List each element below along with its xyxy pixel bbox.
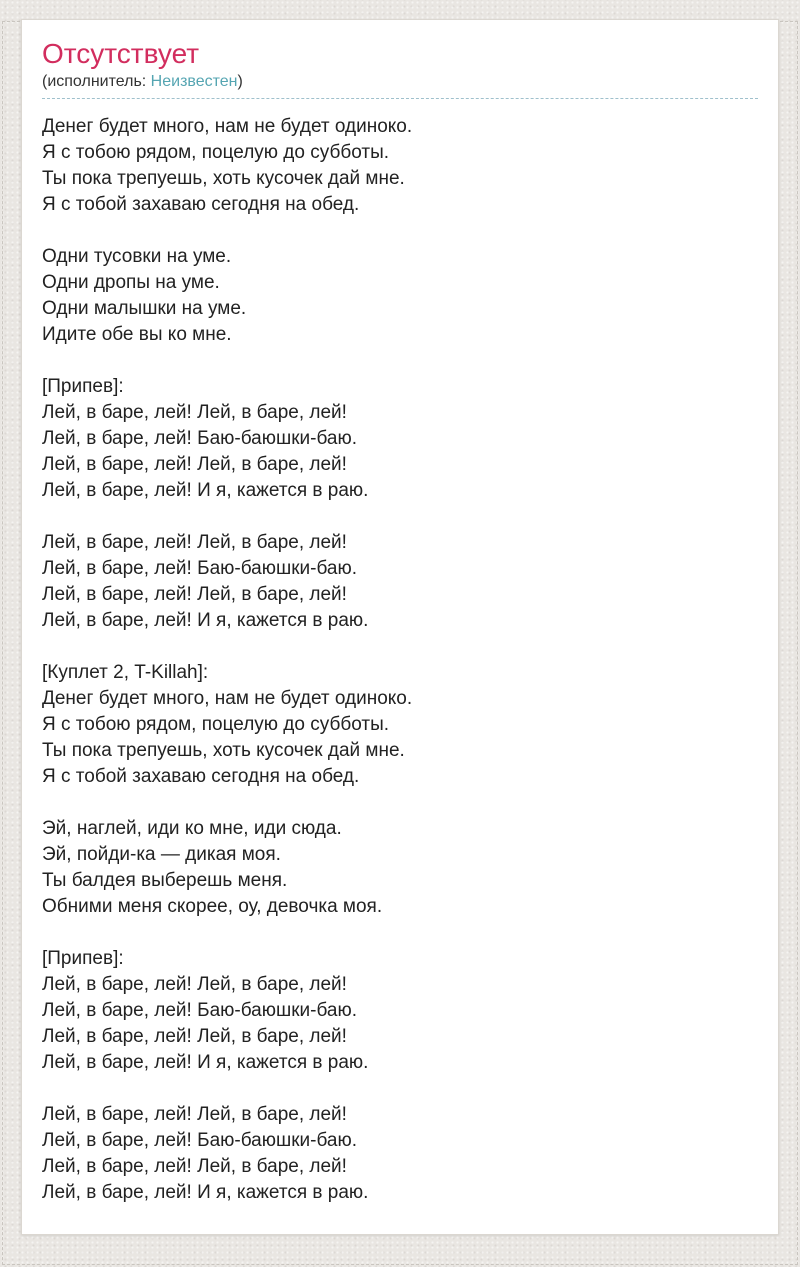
artist-suffix: ) [237, 73, 243, 90]
lyric-line: Ты балдея выберешь меня. [42, 870, 288, 891]
lyric-line: Лей, в баре, лей! Лей, в баре, лей! [42, 402, 347, 423]
lyric-line: Лей, в баре, лей! Баю-баюшки-баю. [42, 558, 358, 579]
lyric-line: Лей, в баре, лей! И я, кажется в раю. [42, 480, 369, 501]
page-title: Отсутствует [42, 38, 200, 69]
lyric-line: Лей, в баре, лей! Лей, в баре, лей! [42, 1026, 347, 1047]
lyric-line: Лей, в баре, лей! И я, кажется в раю. [42, 1052, 369, 1073]
stanza [42, 530, 758, 634]
lyric-line: Я с тобою рядом, поцелую до субботы. [42, 714, 390, 735]
lyric-line: Я с тобой захаваю сегодня на обед. [42, 766, 360, 787]
lyric-line: Ты пока трепуешь, хоть кусочек дай мне. [42, 168, 405, 189]
lyric-line: Лей, в баре, лей! И я, кажется в раю. [42, 1182, 369, 1203]
lyric-line: Я с тобою рядом, поцелую до субботы. [42, 142, 390, 163]
artist-link[interactable]: Неизвестен [150, 73, 238, 90]
song-header [42, 38, 758, 99]
lyric-line: Денег будет много, нам не будет одиноко. [42, 116, 413, 137]
lyric-line: Идите обе вы ко мне. [42, 324, 232, 345]
stanza [42, 244, 758, 348]
lyric-line: Лей, в баре, лей! Лей, в баре, лей! [42, 584, 347, 605]
lyrics-text [42, 114, 758, 1206]
content-card [21, 19, 779, 1235]
lyric-line: Обними меня скорее, оу, девочка моя. [42, 896, 383, 917]
lyric-line: Лей, в баре, лей! Лей, в баре, лей! [42, 532, 347, 553]
lyric-line: Лей, в баре, лей! Лей, в баре, лей! [42, 1156, 347, 1177]
lyric-line: Лей, в баре, лей! Баю-баюшки-баю. [42, 428, 358, 449]
lyric-line: Лей, в баре, лей! Лей, в баре, лей! [42, 454, 347, 475]
artist-line [42, 72, 758, 99]
lyric-line: Одни малышки на уме. [42, 298, 247, 319]
lyric-line: Денег будет много, нам не будет одиноко. [42, 688, 413, 709]
stanza [42, 660, 758, 790]
stanza [42, 374, 758, 504]
lyric-line: [Куплет 2, T-Killah]: [42, 662, 209, 683]
lyric-line: Лей, в баре, лей! Баю-баюшки-баю. [42, 1130, 358, 1151]
lyric-line: Ты пока трепуешь, хоть кусочек дай мне. [42, 740, 405, 761]
page-background [0, 19, 800, 1267]
lyric-line: Лей, в баре, лей! Лей, в баре, лей! [42, 974, 347, 995]
stanza [42, 816, 758, 920]
lyric-line: Я с тобой захаваю сегодня на обед. [42, 194, 360, 215]
lyric-line: Одни тусовки на уме. [42, 246, 232, 267]
stanza [42, 946, 758, 1076]
stanza [42, 1102, 758, 1206]
lyric-line: Лей, в баре, лей! Лей, в баре, лей! [42, 1104, 347, 1125]
stanza [42, 114, 758, 218]
lyric-line: Одни дропы на уме. [42, 272, 220, 293]
lyric-line: Лей, в баре, лей! И я, кажется в раю. [42, 610, 369, 631]
lyric-line: Эй, наглей, иди ко мне, иди сюда. [42, 818, 342, 839]
lyric-line: Лей, в баре, лей! Баю-баюшки-баю. [42, 1000, 358, 1021]
artist-label: (исполнитель: [42, 73, 151, 90]
lyric-line: Эй, пойди-ка — дикая моя. [42, 844, 281, 865]
lyric-line: [Припев]: [42, 376, 124, 397]
lyric-line: [Припев]: [42, 948, 124, 969]
